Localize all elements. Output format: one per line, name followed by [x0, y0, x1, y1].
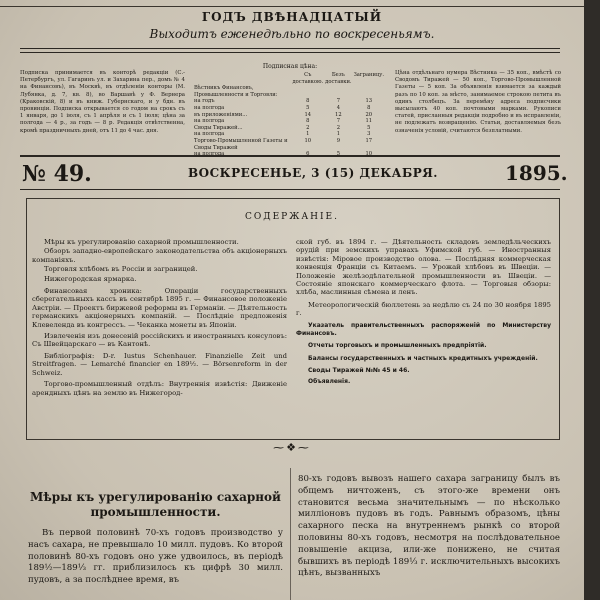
price-row-label: на полгода	[194, 104, 225, 111]
price-row-label: Торгово-Промышленной Газеты и Своды Тиражей	[194, 137, 288, 151]
contents-item: Отчеты торговыхъ и промышленныхъ предпріятій.	[308, 342, 487, 350]
contents-item: Библіографія: D-r. Iustus Schenhauer. Finanzielle Zeit und Streitfragen. — Lemarché financier en 189½. — Börsenreform in der Schweiz.	[32, 351, 287, 377]
masthead-rule	[20, 48, 560, 49]
price-value: 2	[336, 124, 340, 131]
price-value: 20	[365, 111, 373, 118]
issue-number: № 49.	[22, 161, 92, 187]
masthead-top-rule	[0, 0, 584, 7]
price-value: 6	[306, 151, 310, 158]
contents-item: Обзоръ западно-европейскаго законодательства объ акціонерныхъ компаніяхъ.	[32, 247, 287, 264]
scan-edge	[584, 0, 600, 600]
contents-item: Извлеченія изъ донесеній россійскихъ и иностранныхъ консуловъ: Съ Швейцарскаго — въ Кантонѣ.	[32, 332, 287, 349]
price-info: Цѣна отдѣльнаго нумера Вѣстника — 35 коп., вмѣстѣ со Сводомъ Тиражей — 50 коп., Торгово-Промышленной Газеты — 5 коп. За объявленія взимается за каждый разъ по 10 коп. за мѣсто, занимаемое строкою петита въ одинъ столбецъ. За перемѣну адреса подписчики высылаютъ 40 коп. почтовыми марками. Рукописи статей, присланныя редакціи подробно и въ исправленіи, не подлежатъ возвращенію. Статьи, доставляемыя безъ означенія условій, считаются безплатными.	[395, 70, 561, 134]
price-value: 8	[306, 118, 310, 125]
price-row	[193, 138, 385, 151]
contents-item: Нижегородская ярмарка.	[44, 274, 137, 283]
contents-item: Указатель правительственныхъ распоряженій по Министерству Финансовъ.	[296, 321, 551, 338]
price-header-row	[193, 72, 385, 85]
contents-item: Объявленія.	[308, 377, 351, 385]
contents-item: Торговля хлѣбомъ въ Россіи и заграницей.	[44, 265, 198, 274]
price-value: 5	[306, 104, 310, 111]
price-row	[193, 131, 385, 138]
price-value	[353, 85, 385, 98]
contents-left-column	[32, 238, 287, 398]
price-col-header: Безъ доставки.	[325, 72, 352, 85]
price-value: 1	[336, 131, 340, 138]
masthead-rule-2	[20, 52, 560, 53]
price-row-label: на годъ	[194, 98, 215, 105]
price-value: 10	[365, 151, 373, 158]
contents-item: ской губ. въ 1894 г. — Дѣятельность складовъ земледѣльческихъ орудій при земскихъ управахъ Уфимской губ. — Иностранныя извѣстія: Міровое производство олова. — Послѣдняя коммерческая конвенція Франціи съ Китаемъ. — Урожай хлѣбовъ въ Швеціи. — Положеніе желѣзодѣлательной промышленности въ Швеціи. — Состояніе японскаго коммерческаго флота. — Торговыя обзоры: хлѣба, маслинныя сѣмена и ленъ.	[296, 238, 551, 297]
price-row-label: Своды Тиражей...	[194, 124, 243, 131]
price-value: 9	[336, 137, 340, 144]
price-value: 8	[306, 98, 310, 105]
price-value: 5	[367, 124, 371, 131]
price-value: 13	[365, 98, 373, 105]
price-row	[193, 85, 385, 98]
price-value: 11	[365, 118, 373, 125]
price-value: 2	[306, 124, 310, 131]
price-row	[193, 125, 385, 132]
price-value: 14	[304, 111, 312, 118]
contents-item: Балансы государственныхъ и частныхъ кредитныхъ учрежденій.	[308, 354, 538, 362]
price-value: 7	[336, 98, 340, 105]
issue-year: 1895.	[505, 161, 568, 185]
issue-top-rule	[20, 155, 560, 157]
price-value: 3	[367, 131, 371, 138]
price-row	[193, 112, 385, 119]
price-row	[193, 98, 385, 105]
price-row-label: въ приложеніями...	[194, 111, 248, 118]
year-label: ГОДЪ ДВѢНАДЦАТЫЙ	[201, 10, 383, 24]
price-row-label: на полгода	[194, 131, 225, 138]
issue-date: ВОСКРЕСЕНЬЕ, 3 (15) ДЕКАБРЯ.	[188, 166, 438, 180]
price-heading: Подписная цѣна:	[262, 63, 318, 70]
contents-title: СОДЕРЖАНІЕ.	[245, 212, 339, 222]
contents-item: Своды Тиражей №№ 45 и 46.	[308, 367, 410, 375]
contents-item: Финансовая хроника: Операціи государственныхъ сберегательныхъ кассъ въ сентябрѣ 1895 г. — Финансовое положеніе Австріи. — Проектъ биржевой реформы въ Германіи. — Дѣятельность германскихъ акціонерныхъ компаній. — Послѣдніе предложенія Клевеленда въ конгрессъ. — Чеканка монеты въ Японіи.	[32, 287, 287, 329]
price-value: 12	[335, 111, 342, 118]
price-value	[291, 85, 324, 98]
price-value: 5	[336, 151, 340, 158]
price-col-header: Заграницу.	[353, 72, 384, 78]
subscription-info: Подписка принимается въ конторѣ редакціи (С.-Петербургъ, ул. Гагаринъ ул. и Захарина пер., домъ № 4 на Финансовъ), въ Москвѣ, въ отдѣленіи конторы (М. Лубянка, д. 7, кв. 8), во Варшавѣ у Ф. Вернера (Краковскiй, 8) и въ книж. Губернскаго, и у бдн. въ провинціи. Подписка открывается со годом на срокъ съ 1 января, до 1 іюля, съ 1 апрѣля и съ 1 іюля; цѣна за полгода — 4 р., за годъ — 8 р. Редакція отвѣтственна, кромѣ праздничныхъ дней, отъ 11 до 4 час. дня.	[20, 70, 185, 134]
price-row-label: на полгода	[194, 118, 225, 125]
price-value: 1	[306, 131, 310, 138]
price-value: 8	[367, 104, 371, 111]
price-value: 7	[336, 118, 340, 125]
article-body-right: 80-хъ годовъ вывозъ нашего сахара заграницу былъ въ общемъ ничтоженъ, съ этого-же времени онъ становится весьма значительнымъ — по нѣсколько милліоновъ пудовъ въ годъ. Равнымъ образомъ, цѣны сахарного песка на внутреннемъ рынкѣ со второй половины 80-хъ годовъ, несмотря на послѣдовательное повышеніе акциза, или-же понижено, не считая бывшихъ въ періодѣ 189⅓ г. исключительныхъ высокихъ цѣнъ, вызванныхъ	[298, 474, 560, 579]
contents-item: Мѣры къ урегулированію сахарной промышленности.	[44, 238, 239, 246]
article-title: Мѣры къ урегулированію сахарной промышленности.	[30, 490, 281, 519]
price-col-header: Съ доставкою.	[292, 72, 324, 85]
price-value	[324, 85, 352, 98]
contents-item: Метеорологическій бюллетень за недѣлю съ 24 по 30 ноября 1895 г.	[296, 300, 551, 318]
price-value: 10	[304, 137, 312, 144]
price-row-label: Вѣстникъ Финансовъ, Промышленности и Торговли:	[194, 85, 278, 98]
price-value: 4	[336, 104, 340, 111]
price-header-blank	[193, 72, 291, 85]
column-divider	[290, 468, 291, 600]
contents-item: Торгово-промышленный отдѣлъ: Внутреннія извѣстія: Движеніе арендныхъ цѣнъ на землю въ Нижегород-	[32, 380, 287, 397]
section-ornament: ⁓❖⁓	[273, 441, 311, 454]
price-row-label: на полгода	[194, 151, 225, 158]
price-value: 17	[365, 137, 373, 144]
price-row	[193, 105, 385, 112]
price-table	[193, 72, 385, 158]
issue-bottom-rule	[20, 189, 560, 190]
article-body-left: Въ первой половинѣ 70-хъ годовъ производство у насъ сахара, не превышало 10 милл. пудовъ. Ко второй половинѣ 80-хъ годовъ оно уже удвоилось, въ періодѣ 189½—189⅓ гг. приблизилось къ цифрѣ 30 милл. пудовъ, а за послѣднее время, въ	[28, 528, 283, 586]
weekly-label: Выходитъ еженедѣльно по воскресеньямъ.	[149, 27, 435, 41]
price-row	[193, 118, 385, 125]
contents-right-column	[296, 238, 551, 387]
